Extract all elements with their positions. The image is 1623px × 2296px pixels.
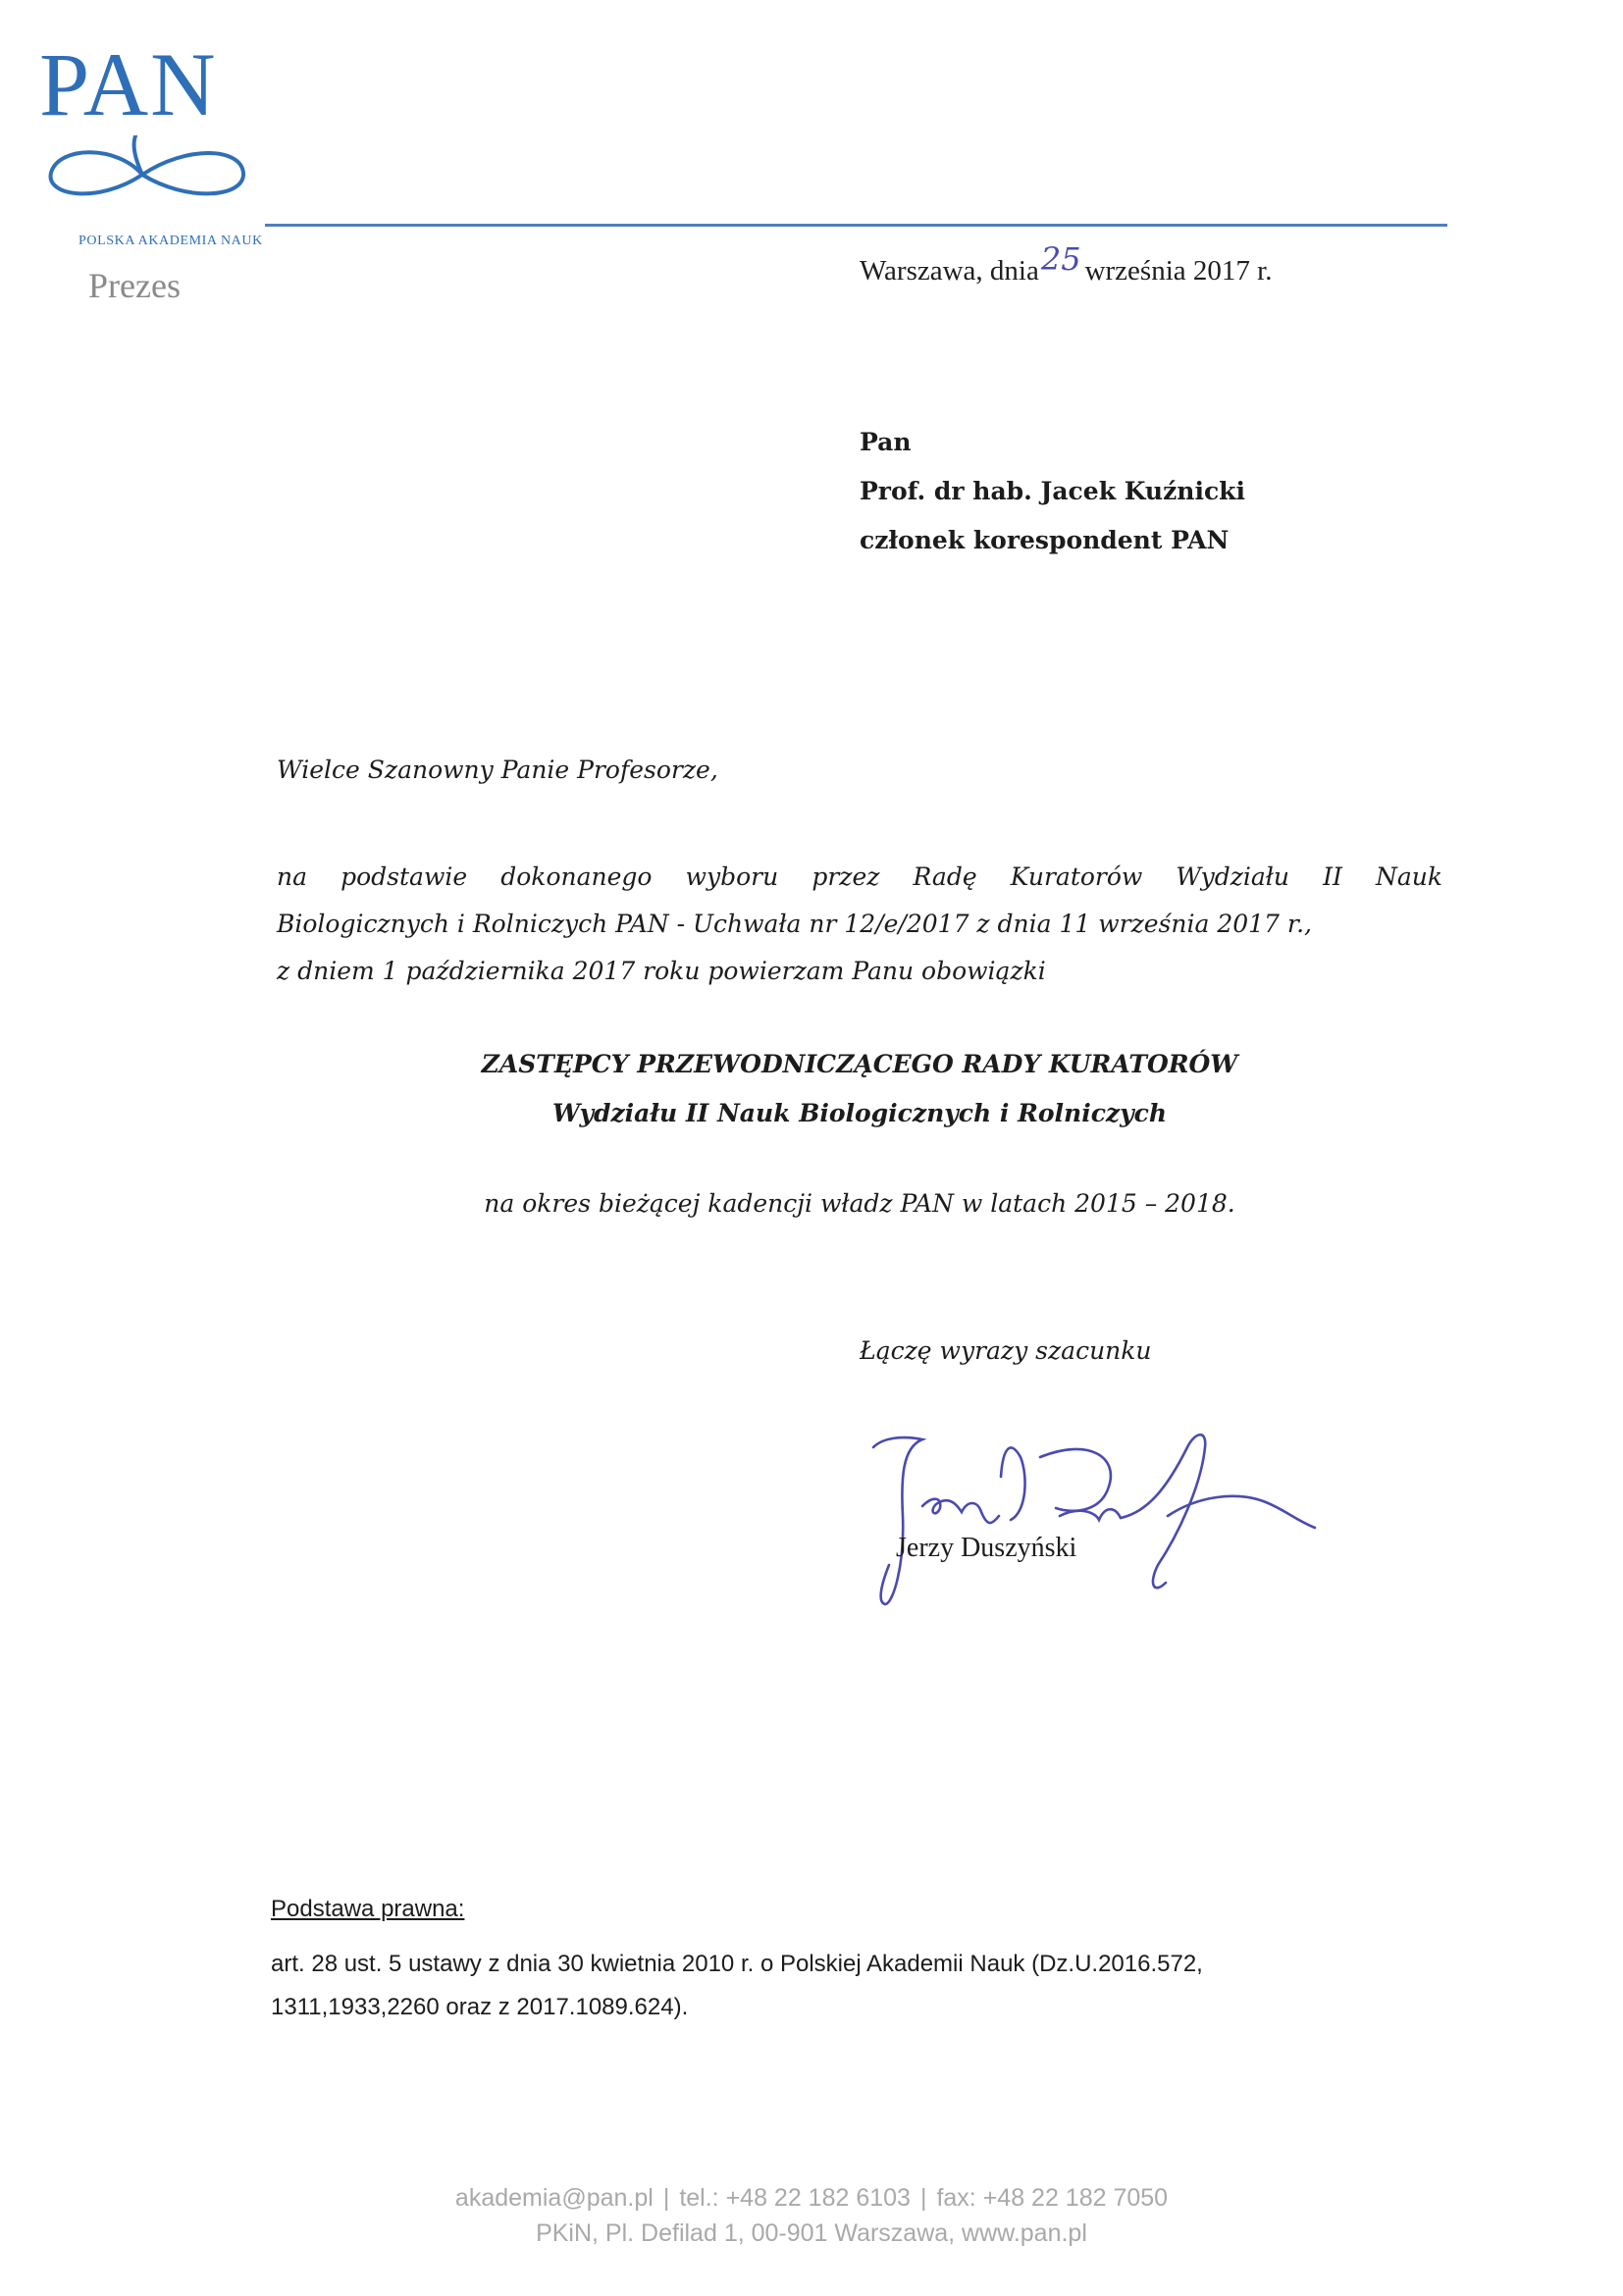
date-suffix: września 2017 r. xyxy=(1084,255,1273,287)
recipient-role: członek korespondent PAN xyxy=(860,526,1230,554)
footer-phone: tel.: +48 22 182 6103 xyxy=(679,2184,911,2212)
pan-logo xyxy=(39,34,263,248)
footer-address: PKiN, Pl. Defilad 1, 00-901 Warszawa, www.pan.pl xyxy=(536,2219,1087,2247)
legal-basis-text xyxy=(271,1943,1448,2029)
term-line: na okres bieżącej kadencji władz PAN w latach 2015 – 2018. xyxy=(484,1189,1235,1218)
letterhead-footer xyxy=(0,2180,1623,2251)
footer-contact-line xyxy=(0,2180,1623,2216)
appointment-title xyxy=(277,1040,1442,1138)
handwritten-day: 25 xyxy=(1040,240,1081,278)
handwritten-signature xyxy=(864,1418,1325,1614)
office-label: Prezes xyxy=(88,266,181,305)
recipient-line: Pan xyxy=(860,428,912,456)
header-rule xyxy=(265,224,1447,227)
signer-name: Jerzy Duszyński xyxy=(896,1533,1077,1563)
infinity-swirl-icon xyxy=(39,135,255,214)
legal-basis-heading: Podstawa prawna: xyxy=(271,1896,465,1922)
recipient-name: Prof. dr hab. Jacek Kuźnicki xyxy=(860,477,1245,505)
logo-caption: POLSKA AKADEMIA NAUK xyxy=(79,234,263,248)
appointment-title-line: ZASTĘPCY PRZEWODNICZĄCEGO RADY KURATORÓW xyxy=(481,1050,1238,1078)
appointment-title-line: Wydziału II Nauk Biologicznych i Rolniczych xyxy=(551,1099,1168,1127)
footer-separator: | xyxy=(919,2184,927,2212)
footer-email: akademia@pan.pl xyxy=(454,2184,654,2212)
date-prefix: Warszawa, dnia xyxy=(860,255,1039,287)
date-line xyxy=(860,240,1273,287)
closing-line: Łączę wyrazy szacunku xyxy=(860,1336,1152,1365)
legal-basis-line: art. 28 ust. 5 ustawy z dnia 30 kwietnia 2010 r. o Polskiej Akademii Nauk (Dz.U.2016.572, xyxy=(271,1951,1203,1977)
body-line: Biologicznych i Rolniczych PAN - Uchwała nr 12/e/2017 z dnia 11 września 2017 r., xyxy=(277,910,1313,938)
recipient-block xyxy=(860,418,1245,565)
salutation: Wielce Szanowny Panie Profesorze, xyxy=(277,756,718,784)
legal-basis-line: 1311,1933,2260 oraz z 2017.1089.624). xyxy=(271,1994,689,2020)
body-line: na podstawie dokonanego wyboru przez Radę Kuratorów Wydziału II Nauk xyxy=(277,862,1442,891)
letter-body xyxy=(277,854,1442,995)
logo-wordmark: PAN xyxy=(39,34,218,134)
footer-fax: fax: +48 22 182 7050 xyxy=(936,2184,1169,2212)
body-line: z dniem 1 października 2017 roku powierzam Panu obowiązki xyxy=(277,957,1046,985)
footer-separator: | xyxy=(662,2184,670,2212)
